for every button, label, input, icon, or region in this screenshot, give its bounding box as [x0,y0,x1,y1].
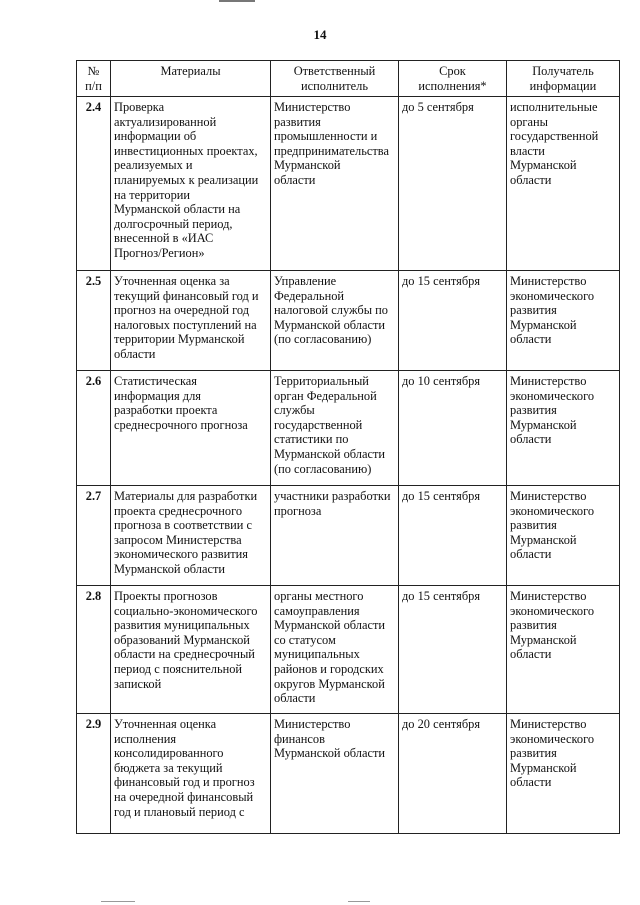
header-num: № п/п [77,61,111,97]
footer-rule-left [101,901,135,902]
table-row [77,371,620,486]
recipient-cell: Министерство экономического развития Мурманской области [507,271,620,371]
recipient-cell: Министерство экономического развития Мурманской области [507,371,620,486]
header-deadline: Срок исполнения* [399,61,507,97]
row-number: 2.8 [77,586,111,714]
materials-cell: Уточненная оценка за текущий финансовый год и прогноз на очередной год налоговых поступлений на территории Мурманской области [111,271,271,371]
deadline-cell: до 10 сентября [399,371,507,486]
row-number: 2.5 [77,271,111,371]
table-row [77,97,620,271]
schedule-table [76,60,620,834]
recipient-cell: Министерство экономического развития Мурманской области [507,586,620,714]
row-number: 2.4 [77,97,111,271]
row-number: 2.9 [77,714,111,834]
materials-cell: Проверка актуализированной информации об инвестиционных проектах, реализуемых и планируемых к реализации на территории Мурманской области на долгосрочный период, внесенной в «ИАС Прогноз/Регион» [111,97,271,271]
responsible-cell: Управление Федеральной налоговой службы по Мурманской области (по согласованию) [271,271,399,371]
recipient-cell: Министерство экономического развития Мурманской области [507,714,620,834]
responsible-cell: Министерство финансов Мурманской области [271,714,399,834]
table-header-row [77,61,620,97]
deadline-cell: до 15 сентября [399,486,507,586]
row-number: 2.6 [77,371,111,486]
table-row [77,714,620,834]
header-recipient: Получатель информации [507,61,620,97]
table-row [77,586,620,714]
footer-rule-right [348,901,370,902]
recipient-cell: Министерство экономического развития Мурманской области [507,486,620,586]
responsible-cell: органы местного самоуправления Мурманской области со статусом муниципальных районов и городских округов Мурманской области [271,586,399,714]
top-margin-mark [219,0,255,2]
responsible-cell: Министерство развития промышленности и предпринимательства Мурманской области [271,97,399,271]
table-row [77,271,620,371]
responsible-cell: Территориальный орган Федеральной службы государственной статистики по Мурманской области (по согласованию) [271,371,399,486]
header-materials: Материалы [111,61,271,97]
responsible-cell: участники разработки прогноза [271,486,399,586]
header-responsible: Ответственный исполнитель [271,61,399,97]
materials-cell: Уточненная оценка исполнения консолидированного бюджета за текущий финансовый год и прогноз на очередной финансовый год и плановый период с [111,714,271,834]
deadline-cell: до 15 сентября [399,586,507,714]
recipient-cell: исполнительные органы государственной власти Мурманской области [507,97,620,271]
table-row [77,486,620,586]
deadline-cell: до 20 сентября [399,714,507,834]
materials-cell: Материалы для разработки проекта среднесрочного прогноза в соответствии с запросом Министерства экономического развития Мурманской области [111,486,271,586]
deadline-cell: до 5 сентября [399,97,507,271]
page-number: 14 [313,27,327,42]
materials-cell: Статистическая информация для разработки проекта среднесрочного прогноза [111,371,271,486]
deadline-cell: до 15 сентября [399,271,507,371]
row-number: 2.7 [77,486,111,586]
materials-cell: Проекты прогнозов социально-экономического развития муниципальных образований Мурманской области на среднесрочный период с пояснительной запиской [111,586,271,714]
